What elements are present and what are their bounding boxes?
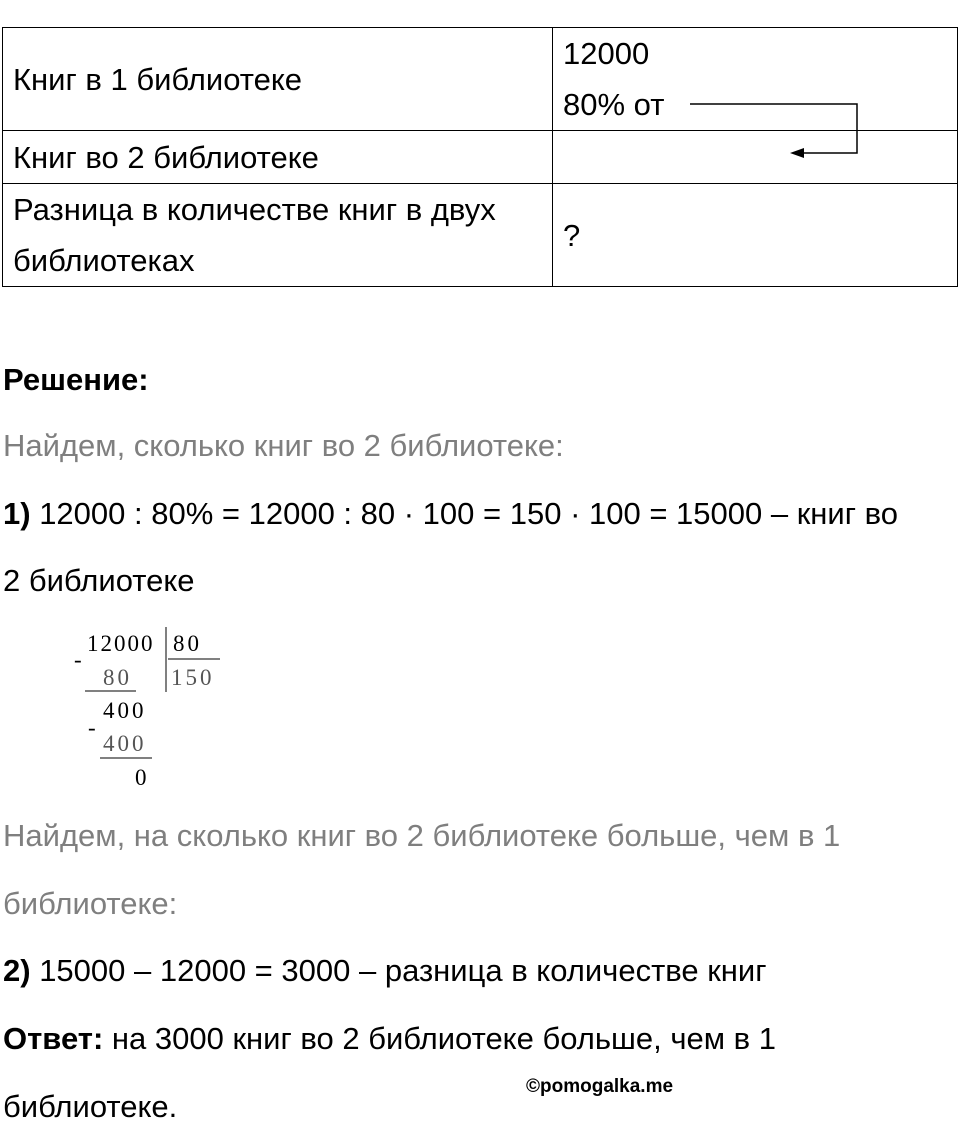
- step1-line: [3, 496, 898, 532]
- row-label: Разница в количестве книг в двух библиотеках: [3, 184, 553, 287]
- step-expression: 15000 – 12000 = 3000 – разница в количестве книг: [30, 953, 767, 988]
- answer-text: на 3000 книг во 2 библиотеке больше, чем в 1: [103, 1021, 776, 1056]
- minus-sign: -: [88, 715, 96, 740]
- table-row: [3, 28, 958, 131]
- value-line: ?: [563, 217, 581, 253]
- step1-intro: Найдем, сколько книг во 2 библиотеке:: [3, 428, 564, 463]
- minus-sign: -: [74, 647, 82, 672]
- row-value: [553, 28, 958, 131]
- row-label: Книг в 1 библиотеке: [3, 28, 553, 131]
- value-line: 12000: [563, 36, 650, 71]
- step-expression: 12000 : 80% = 12000 : 80 · 100 = 150 · 100 = 15000 – книг во: [30, 496, 899, 531]
- row-value: [553, 131, 958, 184]
- table-row: [3, 131, 958, 184]
- step2-line: [3, 953, 767, 989]
- answer-continuation: библиотеке.: [3, 1089, 178, 1124]
- answer-line: [3, 1021, 776, 1057]
- remainder-1: 400: [103, 698, 147, 723]
- step2-intro-line1: Найдем, на сколько книг во 2 библиотеке больше, чем в 1: [3, 818, 841, 853]
- subtrahend-2: 400: [103, 731, 147, 756]
- condition-table: [2, 27, 958, 287]
- subtrahend-1: 80: [103, 665, 132, 690]
- divisor: 80: [173, 631, 202, 656]
- value-line: 80% от: [563, 87, 665, 122]
- table-row: [3, 184, 958, 287]
- solution-heading: Решение:: [3, 362, 149, 397]
- step1-continuation: 2 библиотеке: [3, 563, 195, 598]
- row-label: Книг во 2 библиотеке: [3, 131, 553, 184]
- quotient: 150: [171, 665, 215, 690]
- step2-intro-line2: библиотеке:: [3, 886, 178, 921]
- dividend: 12000: [87, 631, 155, 656]
- site-credit: ©pomogalka.me: [526, 1076, 674, 1097]
- remainder-2: 0: [135, 765, 147, 790]
- step-number: 2): [3, 953, 31, 988]
- answer-label: Ответ:: [3, 1021, 104, 1056]
- step-number: 1): [3, 496, 31, 531]
- row-value: [553, 184, 958, 287]
